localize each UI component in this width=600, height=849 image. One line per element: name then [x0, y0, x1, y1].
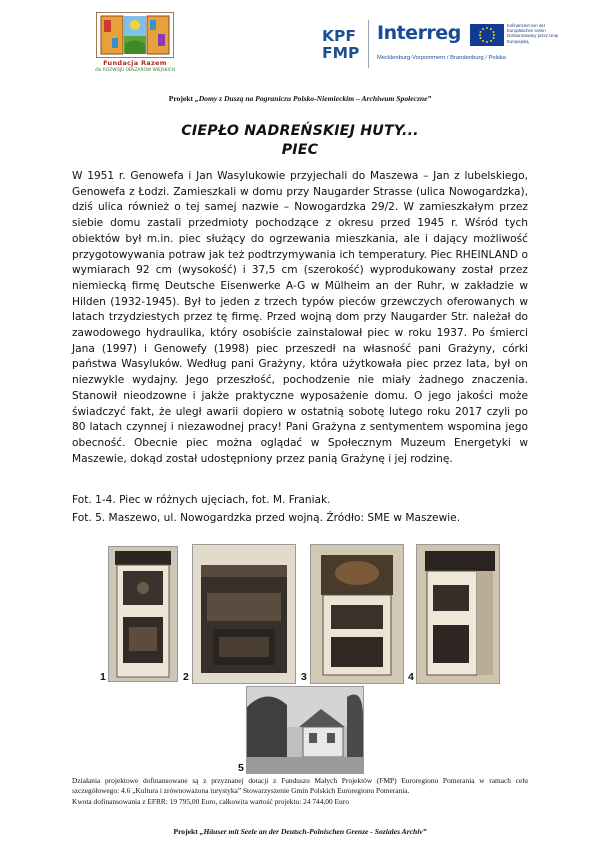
stove-top-image	[311, 545, 403, 683]
photo-number-2: 2	[183, 671, 189, 683]
foundation-name: Fundacja Razem	[103, 59, 167, 67]
photo-number-4: 4	[408, 671, 414, 683]
stove-rheinland-panel-photo	[192, 544, 296, 684]
photo-caption-1-4: Fot. 1-4. Piec w różnych ujęciach, fot. M. Franiak.	[72, 494, 331, 506]
footer-amounts: Kwota dofinansowania z EFRR: 19 795,00 Euro, całkowita wartość projektu: 24 744,00 Euro	[72, 797, 349, 807]
rheinland-panel-image	[193, 545, 295, 683]
project-prefix-bottom: Projekt	[173, 827, 200, 836]
kpf-label: KPF	[322, 27, 356, 45]
foundation-subtitle: dla ROZWOJU OBSZARÓW WIEJSKICH	[94, 68, 176, 73]
article-title: CIEPŁO NADREŃSKIEJ HUTY...	[181, 123, 419, 139]
project-title: „Domy z Duszą na Pograniczu Polsko-Niemieckim – Archiwum Społeczne”	[194, 94, 432, 103]
project-line-top	[0, 94, 600, 103]
eu-flag-icon	[470, 24, 504, 46]
stove-side-image	[417, 545, 499, 683]
stove-side-photo	[416, 544, 500, 684]
stove-front-image	[109, 547, 177, 681]
interreg-title: Interreg	[377, 22, 461, 44]
article-subtitle: PIEC	[281, 142, 319, 158]
photo-number-5: 5	[238, 762, 244, 774]
project-line-bottom	[0, 827, 600, 836]
footer	[72, 776, 528, 807]
kpf-fmp-logo	[322, 26, 362, 62]
footer-funding-text: Działania projektowe dofinansowane są z przyznanej dotacji z Funduszu Małych Projektów (FMP) Euroregionu Pomerania w ramach celu szczegółowego: 4.6 „Kultura i zrównoważona turystyka” Stowarzyszenie Gmin Polskich Euroregionu Pomerania.	[72, 776, 528, 795]
photo-caption-5: Fot. 5. Maszewo, ul. Nowogardzka przed wojną. Źródło: SME w Maszewie.	[72, 512, 461, 524]
interreg-regions: Mecklenburg-Vorpommern / Brandenburg / Polska	[377, 55, 506, 61]
eu-cofinancing-text: Kofinanziert von der Europäischen Union Dofinansowany przez Unię Europejską	[507, 23, 559, 44]
nowogardzka-street-historic-photo	[246, 686, 364, 774]
fmp-label: FMP	[322, 44, 360, 62]
photo-number-1: 1	[100, 671, 106, 683]
stove-top-photo	[310, 544, 404, 684]
logo-divider	[368, 20, 369, 68]
project-title-de: „Häuser mit Seele an der Deutsch-Polnischen Grenze - Soziales Archiv”	[199, 827, 427, 836]
window-logo-icon	[96, 12, 174, 58]
photo-number-3: 3	[301, 671, 307, 683]
historic-street-image	[247, 687, 363, 773]
foundation-logo	[92, 12, 178, 88]
article-body: W 1951 r. Genowefa i Jan Wasylukowie przyjechali do Maszewa – Jan z lubelskiego, Genowefa z Łodzi. Zamieszkali w domu przy Naugarder Strasse (ulica Nowogardzka), dziś ulica również o tej samej nazwie – Nowogardzka 29/2. W zamieszkałym przez siebie domu zastali przedmioty pochodzące z okresu przed 1945 r. Wśród tych obiektów był m.in. piec służący do ogrzewania mieszkania, ale i dający możliwość przygotowywania potraw jak też podtrzymywania ich temperatury. Piec RHEINLAND o wymiarach 92 cm (wysokość) i 37,5 cm (szerokość) wyprodukowany został przez niemiecką firmę Deutsche Eisenwerke A-G w Mülheim an der Ruhr, w zakładzie w Hilden (1932-1945). Był to jeden z trzech typów pieców grzewczych oferowanych w latach trzydziestych przez tę firmę. Przed wojną dom przy Naugarder Str. należał do zawodowego hydraulika, który osobiście zainstalował piec w roku 1937. Po śmierci Jana (1997) i Genowefy (1998) piec przeszedł na własność pani Grażyny, córki państwa Wasyluków. Według pani Grażyny, która użytkowała piec przez lata, był on niezwykle wydajny. Jego przeszłość, pochodzenie nie miały żadnego znaczenia. Stanowił nieodzowne i jakże praktyczne wyposażenie domu. O jego jakości może świadczyć fakt, że uległ awarii dopiero w ostatnią sobotę lutego roku 2017 czyli po 80 latach czynnej i niezawodnej pracy! Pani Grażyna z sentymentem wspomina jego obecność. Obecnie piec można oglądać w Społecznym Muzeum Energetyki w Maszewie, dokąd został udostępniony przez panią Grażynę i jej rodzinę.	[72, 170, 528, 465]
stove-front-photo	[108, 546, 178, 682]
project-prefix: Projekt	[168, 94, 195, 103]
